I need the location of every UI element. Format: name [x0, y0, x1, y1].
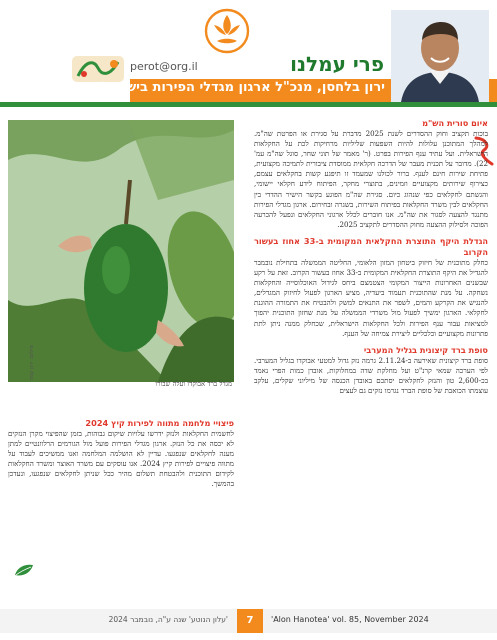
page-header [0, 0, 497, 118]
author-subtitle: ירון בלחסן, מנכ"ל ארגון מגדלי הפירות בישראל [101, 80, 385, 95]
photo-caption: מגדל ברד אבוקדו ועלה שבורו [155, 380, 232, 388]
avocado-photo [8, 120, 234, 382]
contact-email[interactable]: perot@org.il [130, 60, 198, 73]
left-column [8, 418, 234, 496]
section-heading: סופת ברד קיצונית בגליל המערבי [363, 344, 488, 355]
article-section [254, 345, 488, 396]
photo-credit: צילום: ירון עמר [29, 345, 35, 381]
organization-logo-icon [204, 8, 250, 54]
section-heading: הגדלת היקף התוצרת החקלאית המקומית ב-33 אחוז בעשור הקרוב [254, 235, 488, 257]
section-body: לחשמית החקלאות ולנזק ידרשו עלויות שיקום גבוהות, בזמן שהפיצוי מקרן הנזקים לא יכסה את כל הנזק. ארגון מגדלי הפירות פועל מול הגורמים הרלוונטיים למתן מענה לחקלאים שנפגעו. עדיין לא הושלמה המלחמה ואנו ממשיכים לעבוד על מתווה פיצויים לפירות קיץ 2024. אנו עוסקים עם משרד האוצר ומשרד החקלאות לקידום התוכנית ולהבטחת תשלום מהיר ככל שניתן לחקלאים שנפגעו, ונעדכן בהמשך. [8, 429, 235, 489]
column-title: פרי עמלנו [290, 52, 384, 76]
article-section [254, 118, 488, 230]
section-body: כחלק מתוכנית של חיזוק ביטחון המזון הלאומי, החליטה הממשלה בתחילת נובמבר להגדיל את היקף התוצרת החקלאית המקומית ב-33 אחוז בעשור הקרוב. זאת על רקע שבשנים האחרונות הייצור המקומי הצטמצם ביחס לגידול האוכלוסייה והחקלאות נשחקה. על מנת שהתוכנית תעמוד ביעדיה, מציע הארגון לפעול לחיזוק המגדלים, להנגיש את הקרקע והמים, לשפר את התנאים למשק ולהבטיח את התמורה ההוגנת לחקלאי. הארגון ימשיך לפעול מול משרדי הממשלה על מנת שחזון התוכנית יהפוך למציאות עבור ענף הפירות ולכל החקלאות הישראלית, שכחלק ממנה ניתן לתת פתרונות מקצועיים וכלכליים ליצירת צמיחה של הענף. [254, 257, 488, 338]
right-column [254, 118, 488, 402]
author-portrait [391, 10, 489, 102]
journal-name-english: 'Alon Hanotea' vol. 85, November 2024 [271, 615, 429, 624]
leaf-icon [14, 563, 34, 577]
header-divider [0, 102, 497, 107]
section-body: סופת ברד קיצונית שאירעה ב-2.11.24 גרמה נזק גדול למטעי אבוקדו בגליל המערבי. לפי הערכה שמאי קרנ"ט ועל מחלקת שדה במחלוקות, אובדן כמות הפרי נאמד בכ-2,600 טון והנזק לחקלאים יסתכם באובדן הכנסה של מיליוני שקלים, עלקב עוצמתו הכואבת של סופת הברד נגרמו נזקים גם לעצים [254, 355, 488, 395]
section-heading: פיצויי מלחמה מתווה לפירות קיץ 2024 [85, 418, 234, 428]
page-footer [0, 603, 497, 640]
article-section [254, 236, 488, 339]
section-heading: איום סורית הש"מ [422, 118, 488, 128]
journal-name-hebrew: 'עלון הנוטע' שנה ע"ה, נובמבר 2024 [108, 615, 228, 624]
page-number: 7 [237, 609, 263, 633]
section-body: בוכות תקציב וחוק ההסדרים לשנת 2025 מדברת על סגירת או הפרטת שה"מ. למהלך המתוכנן עלולות להיות השפעות שליליות מרחיקות לכת על החקלאות הישראלית. ועל עתיד ענף הפירות בפרט. (ר' מאמר של תוני שחר, סוגל שה"מ עמ' 22). מדובר על תכנית מעבר של הדרכה חקלאית ממוסדת ציבורית לתמיכה מקצועית, פתיחת שירות חינם לענף. ברור לכולנו שמעמד זו תיפגע קשות בחקלאים עצמם, כצירוף שירותים מקצועיים וזמינים, בתוצרי מחקר, הפיתוח לידע חקלאי יישומי, והגשתם לחקלאים כפי שנהוג כיום. סגירת שה"מ הפוגע בקשר הישיר ההדדי בין החקלאים לבין משרד החקלאות בפיתוח השירות, בשגרה ובחירום. ארגון מגדלי הפירות מתנגד להצעה לסגור את שה"מ. אנו חוברים לכלל ארגוני החקלאים ונפעל להכרעה הפוכה ולסילוק ההצעה מחוק ההסדרים לתקציב 2025. [254, 129, 489, 229]
